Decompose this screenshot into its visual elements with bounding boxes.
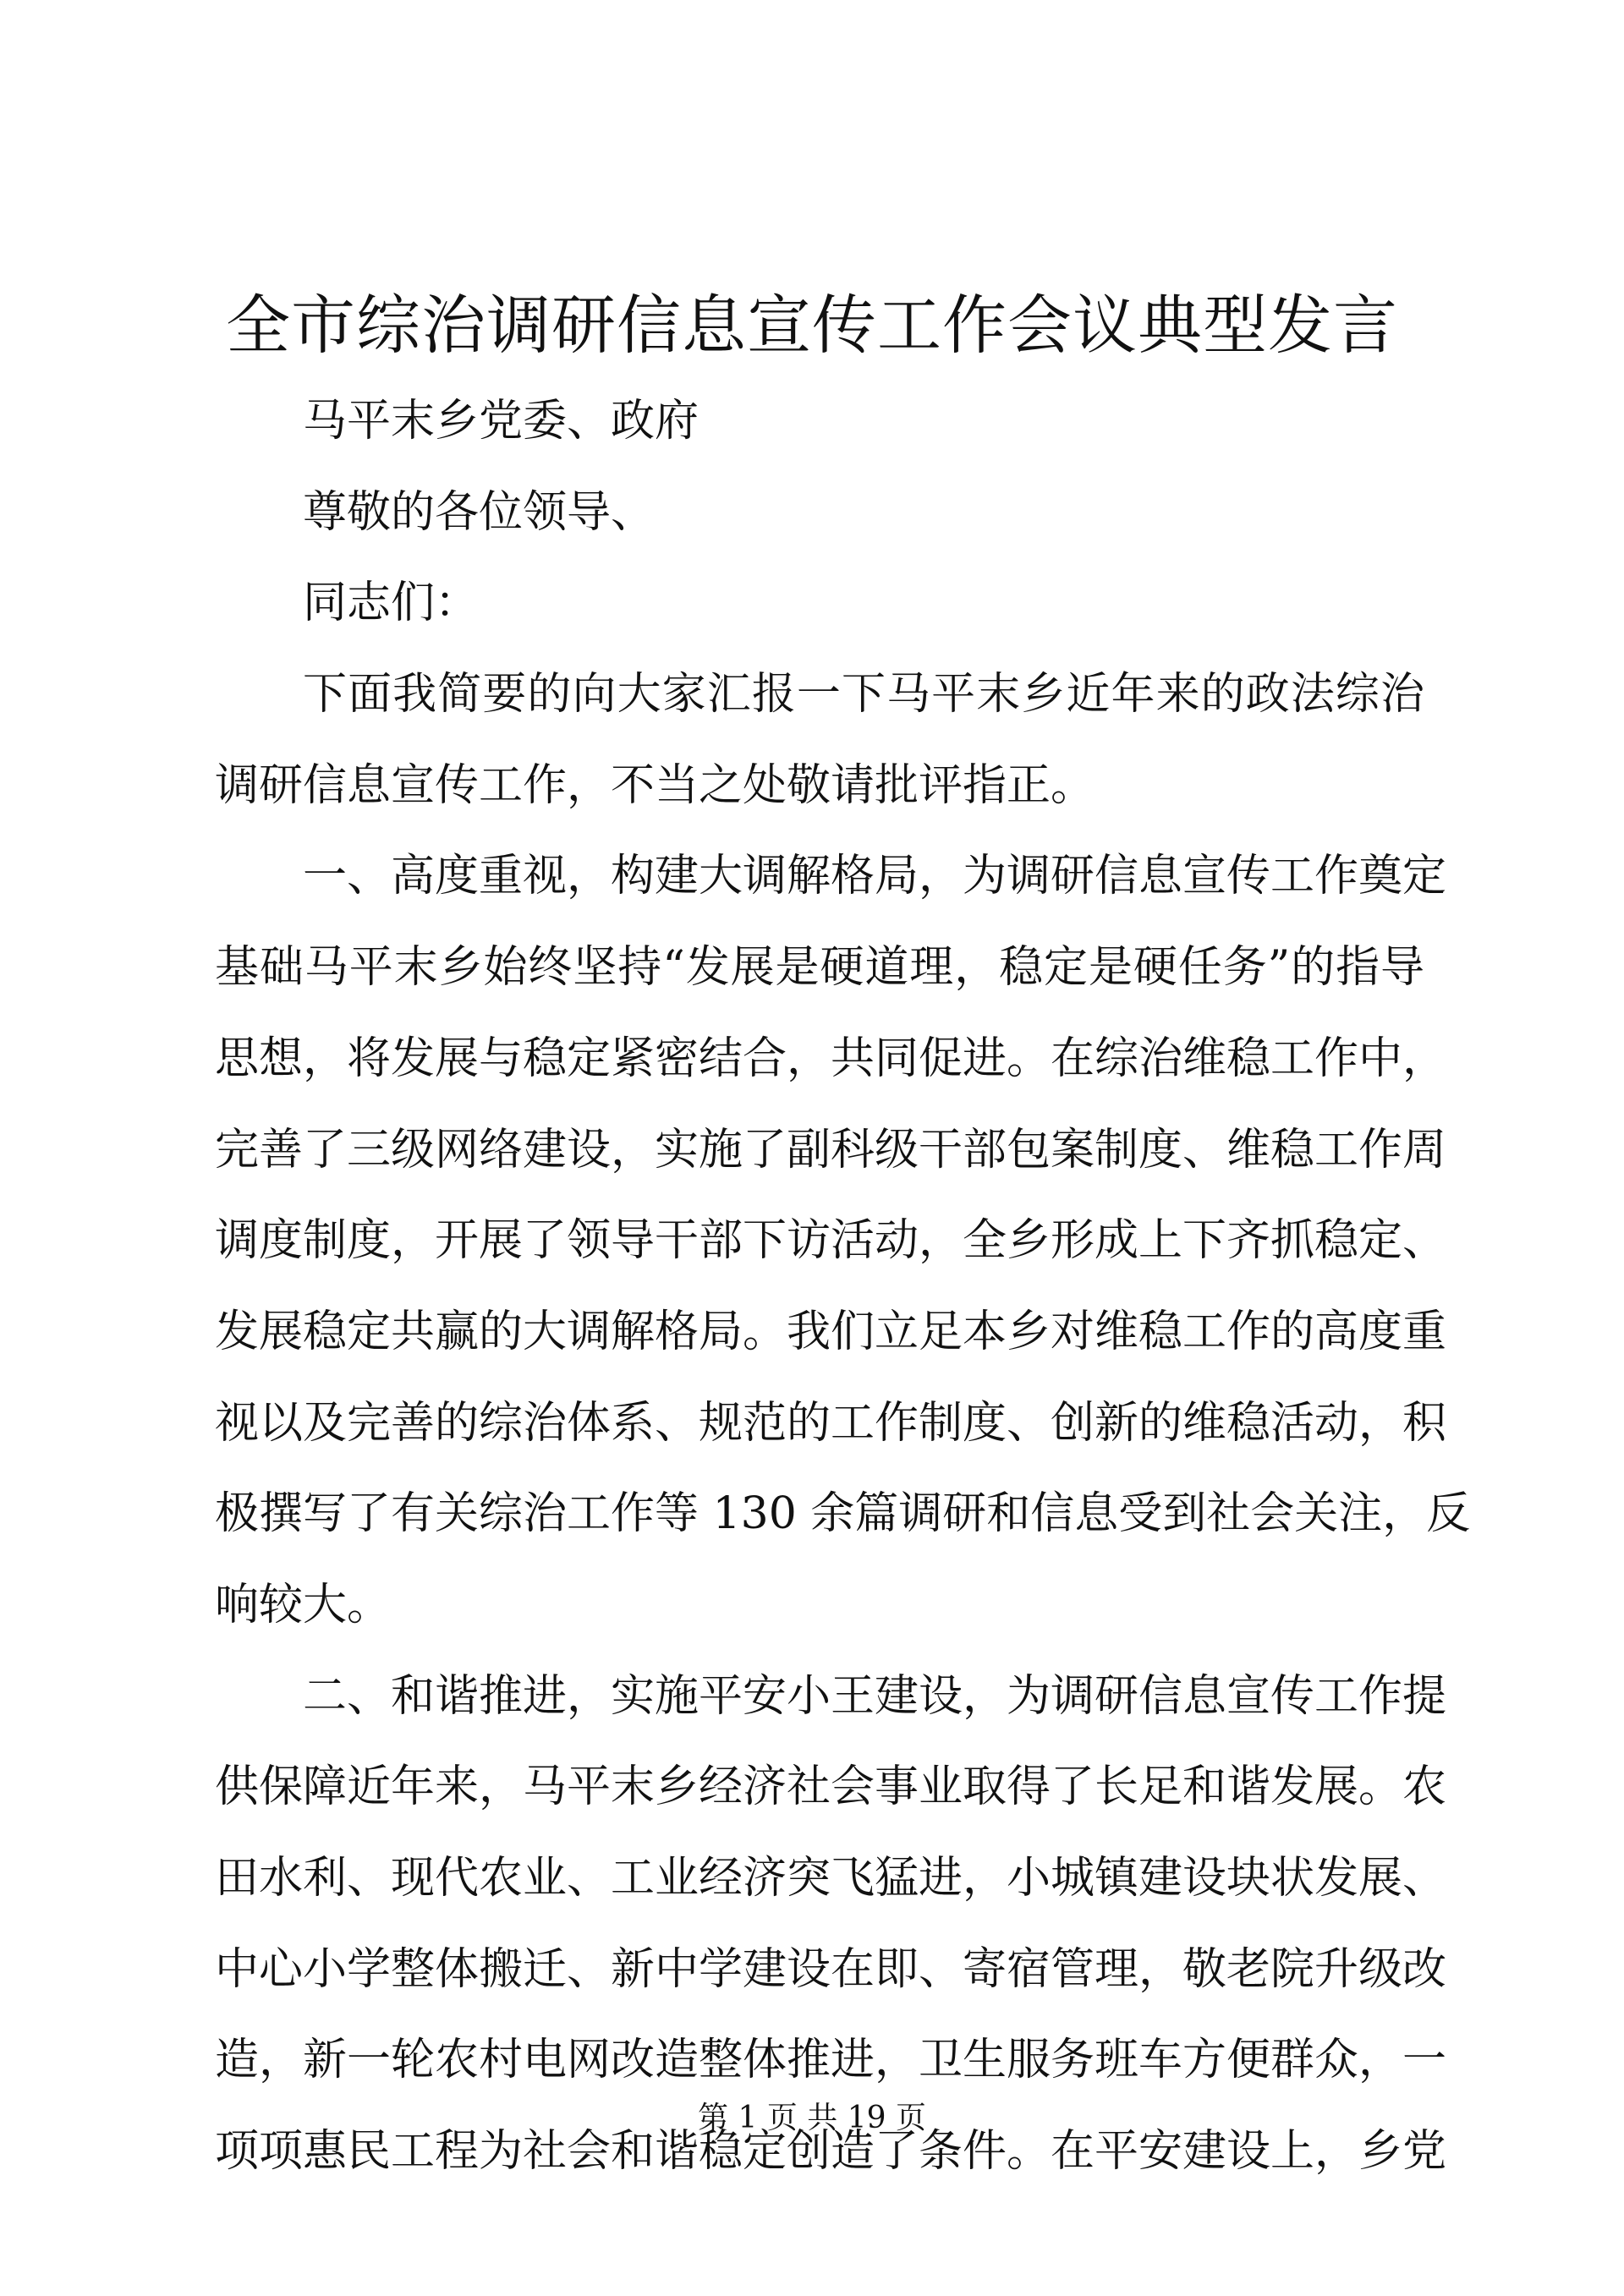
paragraph-line: 思想，将发展与稳定紧密结合，共同促进。在综治维稳工作中，	[215, 1033, 1447, 1084]
paragraph-line: 中心小学整体搬迁、新中学建设在即、寄宿管理，敬老院升级改	[215, 1943, 1447, 1995]
paragraph-line: 完善了三级网络建设，实施了副科级干部包案制度、维稳工作周	[215, 1124, 1447, 1175]
paragraph-line: 响较大。	[215, 1579, 392, 1630]
page-footer: 第 1 页 共 19 页	[698, 2101, 926, 2135]
paragraph-line: 视以及完善的综治体系、规范的工作制度、创新的维稳活动，积	[215, 1397, 1447, 1449]
paragraph-line: 调研信息宣传工作，不当之处敬请批评指正。	[215, 759, 1095, 811]
paragraph-line: 造，新一轮农村电网改造整体推进，卫生服务班车方便群众，一	[215, 2035, 1447, 2086]
document-body	[215, 376, 1471, 2198]
document-title: 全市综治调研信息宣传工作会议典型发言	[226, 288, 1398, 363]
paragraph-line: 发展稳定共赢的大调解格局。我们立足本乡对维稳工作的高度重	[215, 1306, 1447, 1357]
paragraph-line: 调度制度，开展了领导干部下访活动，全乡形成上下齐抓稳定、	[215, 1215, 1447, 1267]
salutation-org: 马平末乡党委、政府	[303, 396, 700, 447]
paragraph-line: 极撰写了有关综治工作等 130 余篇调研和信息受到社会关注，反	[215, 1488, 1471, 1540]
paragraph-line: 一、高度重视，构建大调解格局，为调研信息宣传工作奠定	[303, 851, 1447, 902]
salutation-comrades: 同志们：	[303, 578, 480, 629]
paragraph-line: 供保障近年来，马平末乡经济社会事业取得了长足和谐发展。农	[215, 1762, 1447, 1813]
salutation-leaders: 尊敬的各位领导、	[303, 486, 656, 538]
paragraph-line: 下面我简要的向大家汇报一下马平末乡近年来的政法综治	[303, 669, 1424, 721]
paragraph-line: 基础马平末乡始终坚持“发展是硬道理，稳定是硬任务”的指导	[215, 942, 1424, 994]
paragraph-line: 田水利、现代农业、工业经济突飞猛进，小城镇建设块状发展、	[215, 1853, 1447, 1904]
paragraph-line: 二、和谐推进，实施平安小王建设，为调研信息宣传工作提	[303, 1670, 1447, 1722]
paragraph-line: 项项惠民工程为社会和谐稳定创造了条件。在平安建设上，乡党	[215, 2126, 1447, 2178]
